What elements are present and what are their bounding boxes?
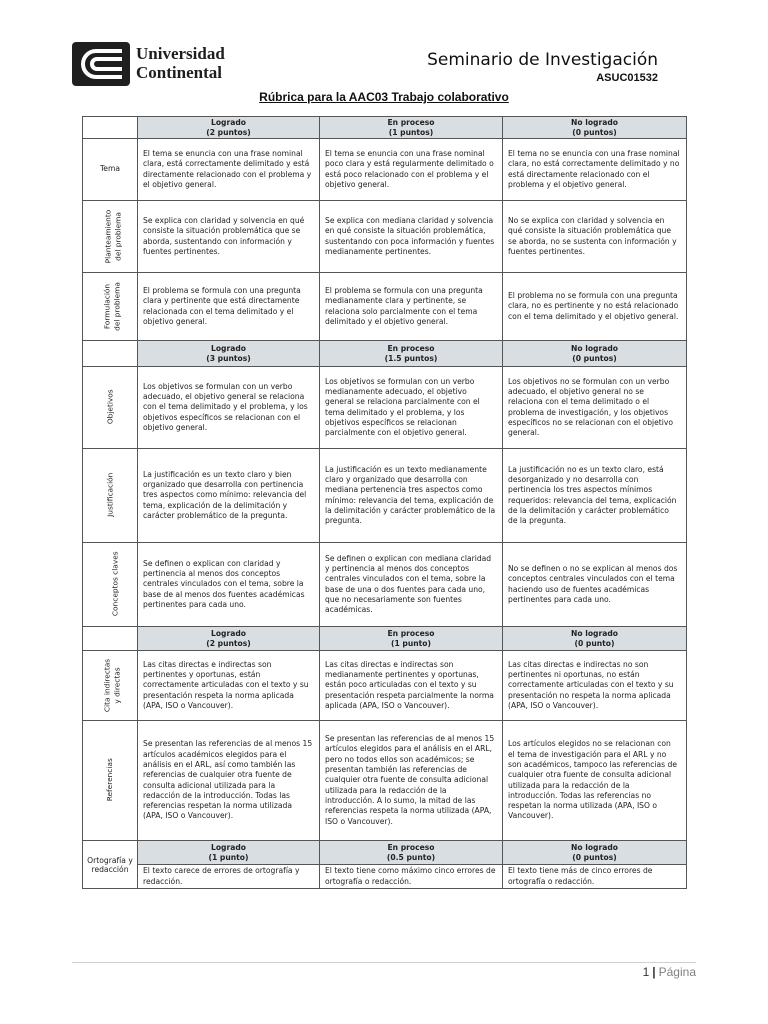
cell-en-proceso: Se explica con mediana claridad y solvencia en qué consiste la situación problemática, sustentando con poca información y fuentes medianamente pertinentes. xyxy=(320,201,503,273)
rubric-row xyxy=(83,543,687,627)
cell-logrado: El problema se formula con una pregunta clara y pertinente que está directamente relacionada con el tema delimitado y el objetivo general. xyxy=(138,273,320,341)
cell-no-logrado: No se definen o no se explican al menos dos conceptos centrales vinculados con el tema haciendo uso de fuentes académicas pertinentes para cada uno. xyxy=(503,543,687,627)
level-no-logrado xyxy=(503,117,687,139)
level-points: (1 puntos) xyxy=(388,127,434,137)
course-title: Seminario de Investigación xyxy=(427,50,658,70)
level-name: Logrado xyxy=(210,343,246,353)
rubric-row xyxy=(83,273,687,341)
cell-no-logrado: El texto tiene más de cinco errores de ortografía o redacción. xyxy=(503,865,687,889)
cell-en-proceso: Se definen o explican con mediana claridad y pertinencia al menos dos conceptos centrales vinculados con el tema, sobre la base de una o dos fuentes para cada uno, que no necesariamente son fuentes académicas. xyxy=(320,543,503,627)
criterion-referencias xyxy=(83,721,138,841)
empty-header-cell xyxy=(83,117,138,139)
logo-line-2: Continental xyxy=(136,63,222,82)
cell-logrado: El tema se enuncia con una frase nominal clara, está correctamente delimitado y está directamente relacionado con el problema y el objetivo general. xyxy=(138,139,320,201)
page-separator: | xyxy=(652,965,656,979)
level-points: (2 puntos) xyxy=(206,127,251,137)
level-points: (3 puntos) xyxy=(206,353,251,363)
level-logrado xyxy=(138,841,320,865)
level-name: No logrado xyxy=(571,842,618,852)
level-name: Logrado xyxy=(210,117,246,127)
level-points: (0 puntos) xyxy=(572,353,617,363)
cell-logrado: Los objetivos se formulan con un verbo adecuado, el objetivo general se relaciona con el tema delimitado y el problema, y los objetivos específicos se relacionan con el objetivo general. xyxy=(138,367,320,449)
logo-line-1: Universidad xyxy=(136,44,225,63)
level-points: (1.5 puntos) xyxy=(384,353,438,363)
criterion-label: Formulación del problema xyxy=(102,281,121,331)
level-name: En proceso xyxy=(387,628,435,638)
criterion-label: Ortografía y redacción xyxy=(87,855,133,874)
rubric-row xyxy=(83,367,687,449)
cell-logrado: Se presentan las referencias de al menos 15 artículos académicos elegidos para el análisis en el ARL, así como también las referencias de cualquier otra fuente de consulta adicional utilizada para la redacción de la introducción. Todas las referencias respetan la norma utilizada (APA, ISO o Vancouver). xyxy=(138,721,320,841)
criterion-label: Objetivos xyxy=(105,389,115,425)
logo-wordmark xyxy=(136,44,225,82)
cell-en-proceso: Los objetivos se formulan con un verbo medianamente adecuado, el objetivo general se relaciona parcialmente con el tema delimitado y el problema, y los objetivos específicos se relacionan parcialmente con el objetivo general. xyxy=(320,367,503,449)
rubric-row xyxy=(83,201,687,273)
rubric-row xyxy=(83,449,687,543)
cell-no-logrado: Los artículos elegidos no se relacionan con el tema de investigación para el ARL y no son académicos, tampoco las referencias de cualquier otra fuente de consulta adicional utilizada para la redacción de la introducción. Todas las referencias no respetan la norma utilizada (APA, ISO o Vancouver). xyxy=(503,721,687,841)
page-number-value: 1 xyxy=(642,965,650,979)
level-logrado xyxy=(138,627,320,651)
cell-logrado: La justificación es un texto claro y bien organizado que desarrolla con pertinencia tres aspectos como mínimo: relevancia del tema, explicación de la delimitación y carácter problemático de la pregunta. xyxy=(138,449,320,543)
cell-logrado: Las citas directas e indirectas son pertinentes y oportunas, están correctamente articuladas con el texto y su presentación respeta la norma aplicada (APA, ISO o Vancouver). xyxy=(138,651,320,721)
level-name: Logrado xyxy=(210,628,246,638)
cell-logrado: El texto carece de errores de ortografía y redacción. xyxy=(138,865,320,889)
level-en-proceso xyxy=(320,841,503,865)
level-points: (0 puntos) xyxy=(572,852,617,862)
cell-en-proceso: Las citas directas e indirectas son medianamente pertinentes y oportunas, están poco articuladas con el texto y su presentación respeta parcialmente la norma aplicada (APA, ISO o Vancouver). xyxy=(320,651,503,721)
level-points: (1 punto) xyxy=(391,638,431,648)
cell-en-proceso: El texto tiene como máximo cinco errores de ortografía o redacción. xyxy=(320,865,503,889)
level-logrado xyxy=(138,117,320,139)
level-points: (0 punto) xyxy=(574,638,615,648)
level-name: No logrado xyxy=(571,117,618,127)
empty-header-cell xyxy=(83,627,138,651)
rubric-row xyxy=(83,865,687,889)
criterion-label: Referencias xyxy=(105,758,115,802)
level-name: En proceso xyxy=(387,343,435,353)
cell-no-logrado: Los objetivos no se formulan con un verbo adecuado, el objetivo general no se relaciona con el tema delimitado o el problema de investigación, y los objetivos específicos no se relacionan con el objetivo general. xyxy=(503,367,687,449)
criterion-justificacion xyxy=(83,449,138,543)
level-header-row xyxy=(83,841,687,865)
criterion-label: Planteamiento del problema xyxy=(103,209,122,263)
criterion-label: Conceptos claves xyxy=(110,551,120,617)
page-label: Página xyxy=(658,965,696,979)
cell-en-proceso: El problema se formula con una pregunta medianamente clara y pertinente, se relaciona solo parcialmente con el tema delimitado y el objetivo general. xyxy=(320,273,503,341)
cell-no-logrado: No se explica con claridad y solvencia en qué consiste la situación problemática que se aborda, no se sustenta con información y fuentes pertinentes. xyxy=(503,201,687,273)
page-number xyxy=(643,965,696,979)
level-logrado xyxy=(138,341,320,367)
rubric-row xyxy=(83,721,687,841)
cell-no-logrado: El problema no se formula con una pregunta clara, no es pertinente y no está relacionado con el tema delimitado y el objetivo general. xyxy=(503,273,687,341)
criterion-objetivos xyxy=(83,367,138,449)
cell-no-logrado: El tema no se enuncia con una frase nominal clara, no está correctamente delimitado y no está directamente relacionado con el problema y el objetivo general. xyxy=(503,139,687,201)
level-name: En proceso xyxy=(387,117,435,127)
document-title: Rúbrica para la AAC03 Trabajo colaborativo xyxy=(259,90,509,104)
level-no-logrado xyxy=(503,841,687,865)
rubric-row xyxy=(83,139,687,201)
level-en-proceso xyxy=(320,341,503,367)
cell-no-logrado: La justificación no es un texto claro, está desorganizado y no desarrolla con pertinencia los tres aspectos mínimos requeridos: relevancia del tema, explicación de la delimitación y carácter problemático de la pregunta. xyxy=(503,449,687,543)
level-no-logrado xyxy=(503,627,687,651)
criterion-conceptos xyxy=(83,543,138,627)
continental-logo-icon xyxy=(72,42,130,86)
criterion-ortografia xyxy=(83,841,138,889)
level-header-row xyxy=(83,341,687,367)
criterion-citas xyxy=(83,651,138,721)
level-no-logrado xyxy=(503,341,687,367)
cell-no-logrado: Las citas directas e indirectas no son pertinentes ni oportunas, no están correctamente articuladas con el texto y su presentación no respeta la norma aplicada (APA, ISO o Vancouver). xyxy=(503,651,687,721)
level-points: (1 punto) xyxy=(208,852,249,862)
level-en-proceso xyxy=(320,627,503,651)
footer-divider xyxy=(72,962,696,963)
criterion-tema xyxy=(83,139,138,201)
course-code: ASUC01532 xyxy=(596,72,658,84)
criterion-planteamiento xyxy=(83,201,138,273)
criterion-label: Justificación xyxy=(105,472,115,518)
rubric-row xyxy=(83,651,687,721)
level-header-row xyxy=(83,117,687,139)
level-name: No logrado xyxy=(571,343,618,353)
level-header-row xyxy=(83,627,687,651)
rubric-table xyxy=(82,116,687,889)
cell-en-proceso: El tema se enuncia con una frase nominal poco clara y está regularmente delimitado o está poco relacionado con el problema y el objetivo general. xyxy=(320,139,503,201)
cell-en-proceso: Se presentan las referencias de al menos 15 artículos elegidos para el análisis en el ARL, pero no todos ellos son académicos; se presentan también las referencias de cualquier otra fuente de consulta adicional utilizada para la redacción de la introducción. A lo sumo, la mitad de las referencias respeta la norma utilizada (APA, ISO o Vancouver). xyxy=(320,721,503,841)
level-points: (0.5 punto) xyxy=(386,852,436,862)
empty-header-cell xyxy=(83,341,138,367)
criterion-label: Tema xyxy=(99,164,121,174)
criterion-formulacion xyxy=(83,273,138,341)
level-points: (2 puntos) xyxy=(206,638,251,648)
cell-logrado: Se explica con claridad y solvencia en qué consiste la situación problemática que se aborda, sustentando con información y fuentes pertinentes. xyxy=(138,201,320,273)
criterion-label: Cita indirectas y directas xyxy=(102,658,121,712)
level-en-proceso xyxy=(320,117,503,139)
university-logo xyxy=(72,42,242,86)
level-name: No logrado xyxy=(571,628,618,638)
cell-logrado: Se definen o explican con claridad y pertinencia al menos dos conceptos centrales vinculados con el tema, sobre la base de al menos dos fuentes académicas pertinentes para cada uno. xyxy=(138,543,320,627)
level-name: Logrado xyxy=(210,842,246,852)
cell-en-proceso: La justificación es un texto medianamente claro y organizado que desarrolla con mediana pertenencia tres aspectos como mínimo: relevancia del tema, explicación de la delimitación y carácter problemático de la pregunta. xyxy=(320,449,503,543)
level-points: (0 puntos) xyxy=(572,127,617,137)
level-name: En proceso xyxy=(387,842,435,852)
